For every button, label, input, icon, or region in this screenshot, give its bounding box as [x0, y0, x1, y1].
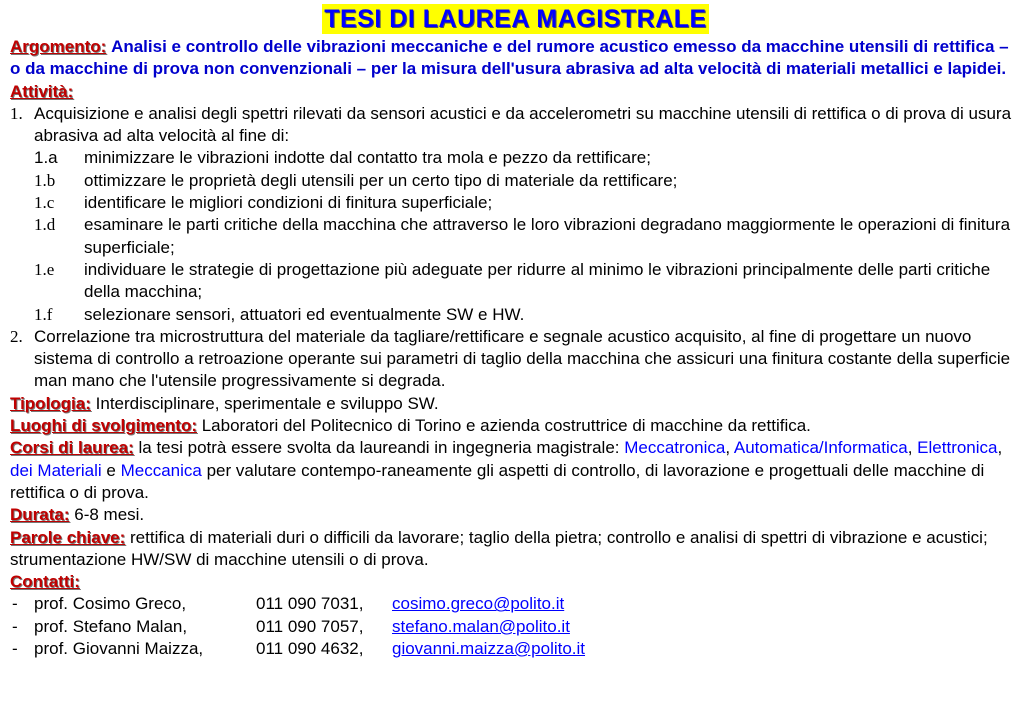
- title-wrap: [10, 4, 1021, 34]
- tipologia-label: Tipologia:: [10, 393, 91, 413]
- durata-text: 6-8 mesi.: [74, 505, 145, 525]
- subitem-text: selezionare sensori, attuatori ed eventualmente SW e HW.: [84, 304, 525, 324]
- activity-subitem-1d: [10, 214, 1021, 259]
- activity-item-1: [10, 103, 1021, 148]
- contact-row: [10, 638, 1021, 660]
- contatti-label: Contatti:: [10, 572, 80, 592]
- activity-subitem-1c: [10, 192, 1021, 214]
- contact-phone: 011 090 4632,: [256, 639, 364, 659]
- corso-elettronica: Elettronica: [917, 438, 998, 458]
- activity-subitem-1e: [10, 259, 1021, 304]
- contatti-section: [10, 571, 1021, 593]
- subitem-text: identificare le migliori condizioni di finitura superficiale;: [84, 193, 493, 213]
- corsi-and: e: [106, 460, 116, 480]
- subitem-number: 1.e: [34, 259, 55, 279]
- contact-email-link[interactable]: giovanni.maizza@polito.it: [392, 639, 586, 659]
- subitem-text: ottimizzare le proprietà degli utensili per un certo tipo di materiale da rettificare;: [84, 170, 678, 190]
- corsi-label: Corsi di laurea:: [10, 438, 134, 458]
- corso-meccanica: Meccanica: [120, 460, 202, 480]
- durata-label: Durata:: [10, 505, 70, 525]
- corsi-outro: per valutare contempo-raneamente gli aspetti di controllo, di lavorazione e progettuali delle macchine di rettifica o di prova.: [10, 460, 985, 502]
- subitem-number: 1.a: [34, 148, 58, 168]
- luoghi-text: Laboratori del Politecnico di Torino e azienda costruttrice di macchine da rettifica.: [201, 416, 811, 436]
- contact-row: [10, 616, 1021, 638]
- attivita-section: [10, 81, 1021, 103]
- activity-text: Acquisizione e analisi degli spettri rilevati da sensori acustici e da accelerometri su macchine utensili di rettifica o di prova di usura abrasiva ad alta velocità al fine di:: [34, 103, 1012, 146]
- subitem-text: minimizzare le vibrazioni indotte dal contatto tra mola e pezzo da rettificare;: [84, 148, 651, 168]
- subitem-number: 1.d: [34, 215, 56, 235]
- activity-item-2: [10, 326, 1021, 393]
- argomento-section: [10, 36, 1021, 81]
- contact-dash: -: [12, 616, 18, 636]
- activity-subitem-1b: [10, 170, 1021, 192]
- activity-number: 2.: [10, 326, 23, 346]
- contact-email-link[interactable]: cosimo.greco@polito.it: [392, 594, 565, 614]
- contact-phone: 011 090 7031,: [256, 594, 364, 614]
- contact-name: prof. Cosimo Greco,: [34, 594, 187, 614]
- contact-dash: -: [12, 639, 18, 659]
- durata-section: [10, 504, 1021, 526]
- subitem-number: 1.f: [34, 304, 53, 324]
- activity-number: 1.: [10, 103, 23, 123]
- contact-dash: -: [12, 594, 18, 614]
- activity-subitem-1a: [10, 147, 1021, 169]
- subitem-number: 1.c: [34, 193, 55, 213]
- luoghi-section: [10, 415, 1021, 437]
- corsi-section: Corsi di laurea: la tesi potrà essere svolta da laureandi in ingegneria magistrale: Meccatronica, Automatica/Informatica, Elettronica, dei Materiali e Meccanica per valutare contempo-raneamente gli aspetti di controllo, di lavorazione e progettuali delle macchine di rettifica o di prova.: [10, 438, 1003, 502]
- subitem-text: individuare le strategie di progettazione più adeguate per ridurre al minimo le vibrazioni principalmente delle parti critiche della macchina;: [84, 259, 991, 302]
- tipologia-section: [10, 393, 1021, 415]
- contact-row: [10, 593, 1021, 615]
- corso-automatica: Automatica/Informatica: [733, 438, 908, 458]
- contact-phone: 011 090 7057,: [256, 616, 364, 636]
- contact-email-link[interactable]: stefano.malan@polito.it: [392, 616, 570, 636]
- corsi-intro: la tesi potrà essere svolta da laureandi in ingegneria magistrale:: [138, 438, 620, 458]
- subitem-text: esaminare le parti critiche della macchina che attraverso le loro vibrazioni degradano maggiormente le operazioni di finitura superficiale;: [84, 215, 1011, 257]
- argomento-label: Argomento:: [10, 37, 107, 56]
- parole-text: rettifica di materiali duri o difficili da lavorare; taglio della pietra; controllo e analisi di spettri di vibrazione e acustici; strumentazione HW/SW di macchine utensili o di prova.: [10, 527, 988, 569]
- parole-section: [10, 527, 1021, 572]
- contact-name: prof. Giovanni Maizza,: [34, 639, 204, 659]
- subitem-number: 1.b: [34, 170, 56, 190]
- tipologia-text: Interdisciplinare, sperimentale e sviluppo SW.: [95, 393, 439, 413]
- activity-subitem-1f: [10, 304, 1021, 326]
- activity-text: Correlazione tra microstruttura del materiale da tagliare/rettificare e segnale acustico acquisito, al fine di progettare un nuovo sistema di controllo a retroazione operante sui parametri di taglio della macchina che assicuri una finitura costante della superficie man mano che l'utensile progressivamente si degrada.: [34, 326, 1011, 391]
- parole-label: Parole chiave:: [10, 527, 126, 547]
- page-title: TESI DI LAUREA MAGISTRALE: [324, 5, 707, 33]
- luoghi-label: Luoghi di svolgimento:: [10, 416, 197, 436]
- argomento-text: Analisi e controllo delle vibrazioni meccaniche e del rumore acustico emesso da macchine utensili di rettifica – o da macchine di prova non convenzionali – per la misura dell'usura abrasiva ad alta velocità di materiali metallici e lapidei.: [10, 37, 1009, 79]
- attivita-label: Attività:: [10, 81, 74, 101]
- contact-name: prof. Stefano Malan,: [34, 616, 188, 636]
- corso-materiali: dei Materiali: [10, 460, 102, 480]
- corso-meccatronica: Meccatronica: [624, 438, 726, 458]
